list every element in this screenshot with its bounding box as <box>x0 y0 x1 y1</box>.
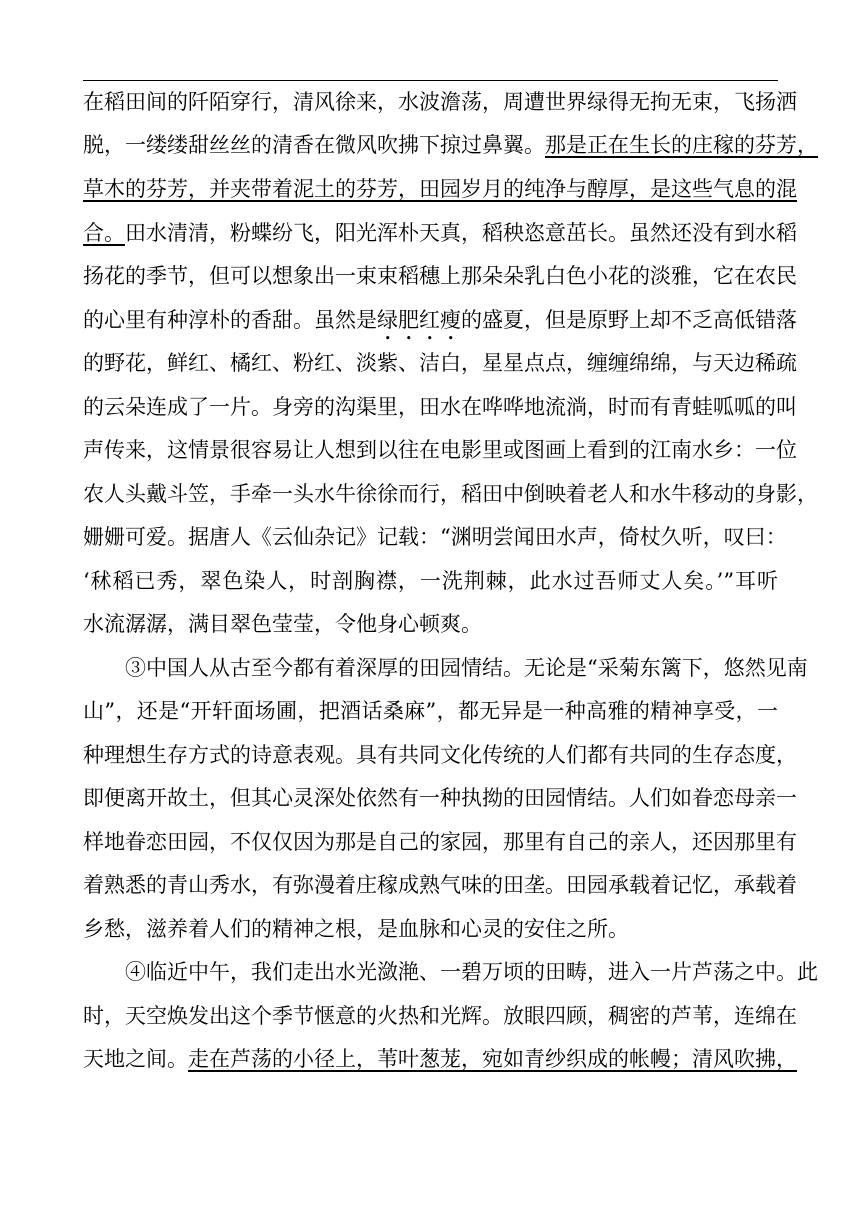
text-line <box>83 738 797 772</box>
text-line <box>83 520 787 554</box>
text-segment: 即便离开故土，但其心灵深处依然有一种执拗的田园情结。人们如眷恋母亲一 <box>83 786 797 810</box>
text-line <box>83 1042 797 1076</box>
text-line <box>83 912 778 946</box>
text-segment: 时，天空焕发出这个季节惬意的火热和光辉。放眼四顾，稠密的芦苇，连绵在 <box>83 1004 797 1028</box>
text-segment: ④临近中午，我们走出水光潋滟、一碧万顷的田畴，进入一片芦荡之中。此 <box>125 960 818 984</box>
text-segment: 田水清清，粉蝶纷飞，阳光浑朴天真，稻秧恣意茁长。虽然还没有到水稻 <box>125 221 797 245</box>
emphasized-phrase: 绿肥红瘦 <box>377 308 461 332</box>
text-segment: 样地眷恋田园，不仅仅因为那是自己的家园，那里有自己的亲人，还因那里有 <box>83 830 797 854</box>
text-segment: 脱，一缕缕甜丝丝的清香在微风吹拂下掠过鼻翼。 <box>83 133 545 157</box>
text-segment: 的盛夏，但是原野上却不乏高低错落 <box>461 308 797 332</box>
underlined-sentence: 草木的芬芳，并夹带着泥土的芬芳，田园岁月的纯净与醇厚，是这些气息的混 <box>83 177 797 201</box>
text-line <box>83 825 797 859</box>
text-segment: 着熟悉的青山秀水，有弥漫着庄稼成熟气味的田垄。田园承载着记忆，承载着 <box>83 873 797 897</box>
text-segment: 的心里有种淳朴的香甜。虽然是 <box>83 308 377 332</box>
text-segment: 姗姗可爱。据唐人《云仙杂记》记载：“渊明尝闻田水声，倚杖久听，叹曰： <box>83 525 787 549</box>
text-line <box>83 607 778 641</box>
text-line <box>83 999 797 1033</box>
text-segment: 的野花，鲜红、橘红、粉红、淡紫、洁白，星星点点，缠缠绵绵，与天边稀疏 <box>83 351 797 375</box>
text-line <box>83 477 818 511</box>
text-line <box>83 433 797 467</box>
text-segment: 农人头戴斗笠，手牵一头水牛徐徐而行，稻田中倒映着老人和水牛移动的身影， <box>83 482 818 506</box>
text-line <box>83 303 797 337</box>
header-rule <box>83 80 778 81</box>
text-line <box>83 128 818 162</box>
text-segment: 山”，还是“开轩面场圃，把酒话桑麻”，都无异是一种高雅的精神享受，一 <box>83 699 778 723</box>
text-segment: ③中国人从古至今都有着深厚的田园情结。无论是“采菊东篱下，悠然见南 <box>125 656 808 680</box>
text-segment: 的云朵连成了一片。身旁的沟渠里，田水在哗哗地流淌，时而有青蛙呱呱的叫 <box>83 395 797 419</box>
text-line <box>83 85 797 119</box>
text-segment: 种理想生存方式的诗意表观。具有共同文化传统的人们都有共同的生存态度， <box>83 743 797 767</box>
text-segment: 在稻田间的阡陌穿行，清风徐来，水波澹荡，周遭世界绿得无拘无束，飞扬洒 <box>83 90 797 114</box>
text-segment: 声传来，这情景很容易让人想到以往在电影里或图画上看到的江南水乡：一位 <box>83 438 797 462</box>
text-line <box>83 781 797 815</box>
text-segment: ‘秫稻已秀，翠色染人，时剖胸襟，一洗荆棘，此水过吾师丈人矣。’”耳听 <box>83 569 778 593</box>
text-line <box>83 564 778 598</box>
text-line <box>83 346 797 380</box>
text-line <box>83 216 797 250</box>
underlined-sentence: 走在芦荡的小径上，苇叶葱茏，宛如青纱织成的帐幔；清风吹拂， <box>188 1047 797 1071</box>
underlined-sentence: 那是正在生长的庄稼的芬芳， <box>545 133 818 157</box>
paragraph-3-start <box>125 651 808 685</box>
underlined-sentence: 合。 <box>83 221 125 245</box>
text-segment: 扬花的季节，但可以想象出一束束稻穗上那朵朵乳白色小花的淡雅，它在农民 <box>83 264 797 288</box>
text-segment: 乡愁，滋养着人们的精神之根，是血脉和心灵的安住之所。 <box>83 917 629 941</box>
text-line <box>83 259 797 293</box>
text-line <box>83 390 797 424</box>
text-line <box>83 694 778 728</box>
text-line <box>83 172 797 206</box>
text-segment: 水流潺潺，满目翠色莹莹，令他身心顿爽。 <box>83 612 482 636</box>
paragraph-4-start <box>125 955 818 989</box>
text-segment: 天地之间。 <box>83 1047 188 1071</box>
text-line <box>83 868 797 902</box>
